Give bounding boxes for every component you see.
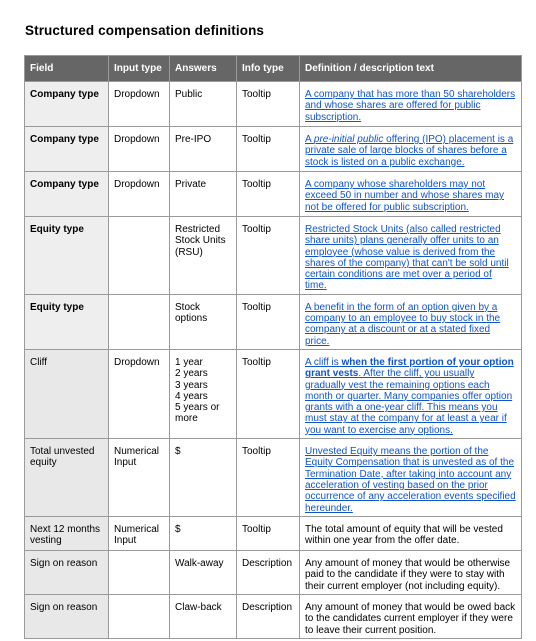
- definition-text: . After the cliff, you usually gradually vest the remaining options each month or quarter. Many companies offer option grants with a one-year cliff. This means you must stay at the company for at least a year if you want to exercise any options.: [305, 368, 513, 436]
- input-type-cell: Dropdown: [109, 82, 170, 127]
- table-row: [25, 517, 522, 551]
- column-header-input-type: Input type: [109, 56, 170, 82]
- column-header-field: Field: [25, 56, 109, 82]
- answers-cell: Stock options: [170, 294, 237, 349]
- answers-cell: Walk-away: [170, 551, 237, 595]
- definition-text: A cliff is: [305, 356, 342, 368]
- field-cell: Cliff: [25, 349, 109, 438]
- definition-cell: The total amount of equity that will be vested within one year from the offer date.: [300, 517, 522, 551]
- field-cell: Sign on reason: [25, 551, 109, 595]
- answers-cell: Public: [170, 82, 237, 127]
- table-row: [25, 595, 522, 639]
- column-header-answers: Answers: [170, 56, 237, 82]
- definition-link[interactable]: A company that has more than 50 shareholders and whose shares are offered for public subscription.: [305, 89, 516, 123]
- info-type-cell: Tooltip: [237, 172, 300, 217]
- column-header-definition: Definition / description text: [300, 56, 522, 82]
- input-type-cell: [109, 294, 170, 349]
- table-row: [25, 294, 522, 349]
- answers-cell: Restricted Stock Units (RSU): [170, 217, 237, 295]
- definition-cell: [300, 172, 522, 217]
- definition-cell: [300, 82, 522, 127]
- answers-cell: $: [170, 517, 237, 551]
- info-type-cell: Tooltip: [237, 82, 300, 127]
- input-type-cell: Numerical Input: [109, 439, 170, 517]
- input-type-cell: Dropdown: [109, 127, 170, 172]
- definition-strong: when the first portion of your option grant vests: [305, 356, 514, 380]
- field-cell: Company type: [25, 82, 109, 127]
- table-row: [25, 172, 522, 217]
- definitions-table: [24, 55, 522, 639]
- input-type-cell: Dropdown: [109, 172, 170, 217]
- definition-link[interactable]: Unvested Equity means the portion of the Equity Compensation that is unvested as of the Termination Date, after taking into account any acceleration of vesting based on the prior occurrence of any acceleration events specified hereunder.: [305, 446, 516, 514]
- table-row: [25, 127, 522, 172]
- definition-cell: [300, 439, 522, 517]
- input-type-cell: [109, 551, 170, 595]
- definition-cell: [300, 217, 522, 295]
- column-header-info-type: Info type: [237, 56, 300, 82]
- definition-cell: [300, 127, 522, 172]
- input-type-cell: Numerical Input: [109, 517, 170, 551]
- definition-cell: Any amount of money that would be owed back to the candidates current employer if they were to leave their current position.: [300, 595, 522, 639]
- answers-cell: Private: [170, 172, 237, 217]
- definition-emphasis: pre-initial public: [313, 134, 384, 145]
- table-row: [25, 349, 522, 438]
- definition-text: A: [305, 134, 314, 145]
- info-type-cell: Tooltip: [237, 439, 300, 517]
- definition-cell: [300, 349, 522, 438]
- answers-cell: Pre-IPO: [170, 127, 237, 172]
- page-title: Structured compensation definitions: [25, 23, 265, 38]
- info-type-cell: Tooltip: [237, 517, 300, 551]
- definition-text: offering (IPO) placement is a private sale of large blocks of shares before a stock is listed on a public exchange.: [305, 134, 514, 168]
- field-cell: Company type: [25, 172, 109, 217]
- field-cell: Sign on reason: [25, 595, 109, 639]
- definition-link[interactable]: A company whose shareholders may not exceed 50 in number and whose shares may not be offered for public subscription.: [305, 179, 505, 213]
- definition-link[interactable]: A benefit in the form of an option given by a company to an employee to buy stock in the company at a discount or at a stated fixed price.: [305, 301, 501, 347]
- table-header-row: [25, 56, 522, 82]
- answers-cell: 1 year 2 years 3 years 4 years 5 years or more: [170, 349, 237, 438]
- field-cell: Equity type: [25, 294, 109, 349]
- answers-cell: $: [170, 439, 237, 517]
- info-type-cell: Tooltip: [237, 294, 300, 349]
- info-type-cell: Tooltip: [237, 217, 300, 295]
- answers-cell: Claw-back: [170, 595, 237, 639]
- definition-cell: Any amount of money that would be otherwise paid to the candidate if they were to stay with their current employer (not including equity).: [300, 551, 522, 595]
- info-type-cell: Description: [237, 595, 300, 639]
- table-row: [25, 82, 522, 127]
- table-row: [25, 439, 522, 517]
- table-row: [25, 551, 522, 595]
- definition-link[interactable]: [305, 357, 514, 436]
- table-row: [25, 217, 522, 295]
- field-cell: Total unvested equity: [25, 439, 109, 517]
- info-type-cell: Tooltip: [237, 349, 300, 438]
- field-cell: Equity type: [25, 217, 109, 295]
- definition-link[interactable]: Restricted Stock Units (also called restricted share units) plans generally offer units to an employee (whose value is derived from the shares of the company) that can't be sold until certain conditions are met over a period of time.: [305, 224, 509, 292]
- input-type-cell: [109, 595, 170, 639]
- definition-link[interactable]: [305, 134, 513, 168]
- input-type-cell: [109, 217, 170, 295]
- definition-cell: [300, 294, 522, 349]
- field-cell: Company type: [25, 127, 109, 172]
- info-type-cell: Tooltip: [237, 127, 300, 172]
- info-type-cell: Description: [237, 551, 300, 595]
- field-cell: Next 12 months vesting: [25, 517, 109, 551]
- input-type-cell: Dropdown: [109, 349, 170, 438]
